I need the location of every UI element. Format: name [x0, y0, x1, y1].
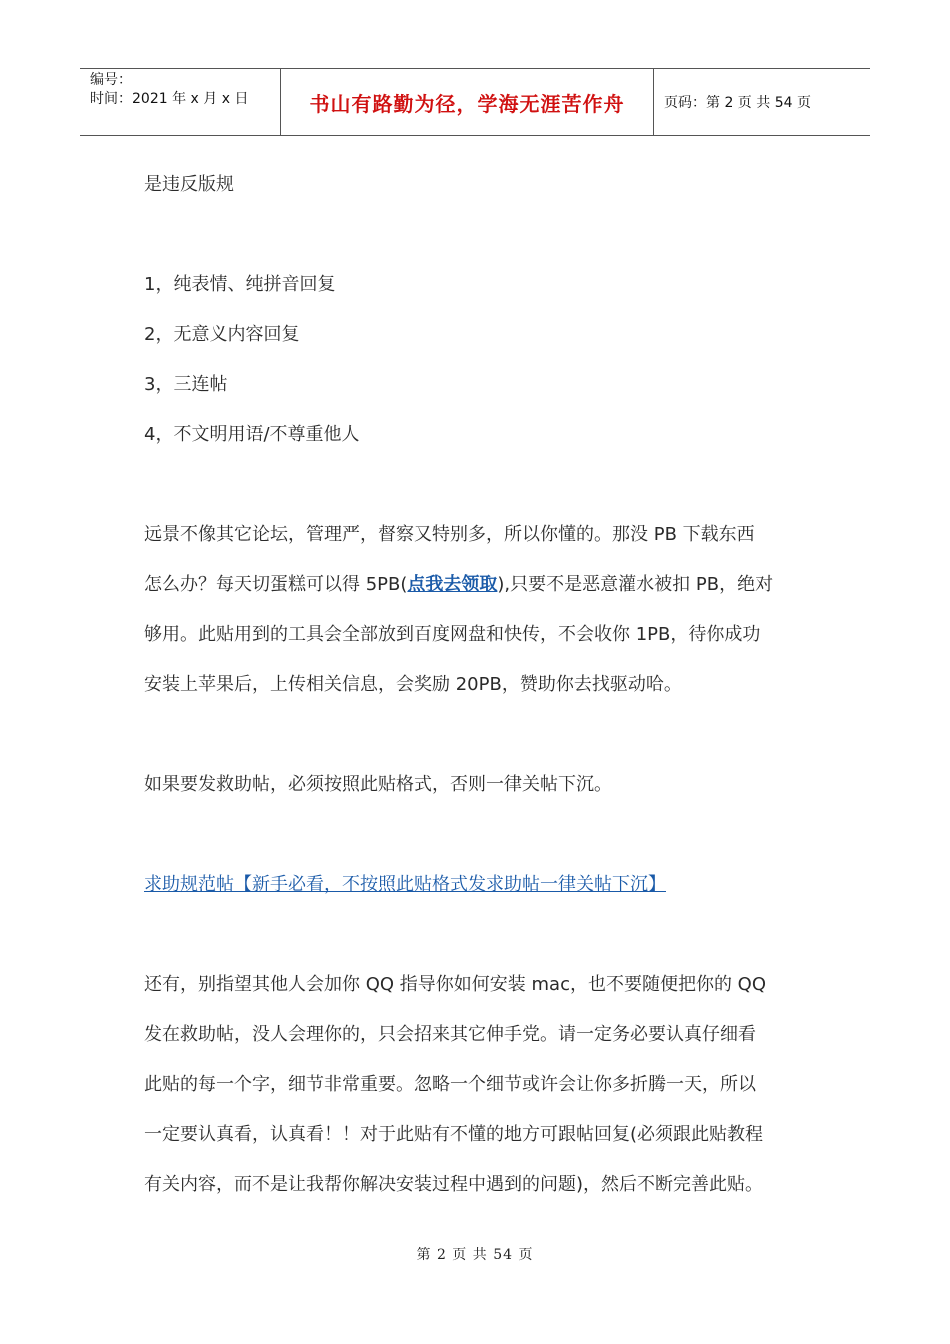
- rule-item-4: 4，不文明用语/不尊重他人: [144, 424, 360, 445]
- rule-item-3: 3，三连帖: [144, 374, 228, 395]
- number-label: 编号：: [90, 72, 132, 88]
- time-label: 时间：2021 年 x 月 x 日: [90, 91, 249, 107]
- paragraph-3-line-5: 有关内容，而不是让我帮你解决安装过程中遇到的问题)，然后不断完善此贴。: [144, 1174, 764, 1195]
- page-footer: 第 2 页 共 54 页: [416, 1247, 534, 1263]
- paragraph-1-line-1: 远景不像其它论坛，管理严，督察又特别多，所以你懂的。那没 PB 下载东西: [144, 524, 755, 545]
- page-header: [80, 68, 870, 136]
- paragraph-link-line: [144, 860, 814, 910]
- text-span: 怎么办？每天切蛋糕可以得 5PB(: [144, 574, 408, 595]
- text-span: ),只要不是恶意灌水被扣 PB，绝对: [497, 574, 774, 595]
- paragraph-1-line-2: [144, 560, 814, 610]
- paragraph-3-line-2: 发在救助帖，没人会理你的，只会招来其它伸手党。请一定务必要认真仔细看: [144, 1024, 756, 1045]
- document-body: [144, 160, 814, 1210]
- paragraph-1-line-3: 够用。此贴用到的工具会全部放到百度网盘和快传，不会收你 1PB，待你成功: [144, 624, 761, 645]
- rule-item-2: 2，无意义内容回复: [144, 324, 300, 345]
- text-line: 是违反版规: [144, 174, 234, 195]
- rule-item-1: 1，纯表情、纯拼音回复: [144, 274, 336, 295]
- paragraph-3-line-3: 此贴的每一个字，细节非常重要。忽略一个细节或许会让你多折腾一天，所以: [144, 1074, 756, 1095]
- paragraph-3-line-4: 一定要认真看，认真看！！对于此贴有不懂的地方可跟帖回复(必须跟此贴教程: [144, 1124, 764, 1145]
- paragraph-2: 如果要发救助帖，必须按照此贴格式，否则一律关帖下沉。: [144, 774, 612, 795]
- claim-pb-link[interactable]: 点我去领取: [407, 574, 498, 595]
- header-page-info-cell: [654, 69, 870, 135]
- paragraph-3-line-1: 还有，别指望其他人会加你 QQ 指导你如何安装 mac，也不要随便把你的 QQ: [144, 974, 767, 995]
- header-motto-cell: [281, 69, 654, 135]
- help-rules-link[interactable]: 求助规范帖【新手必看，不按照此贴格式发求助帖一律关帖下沉】: [144, 874, 666, 895]
- paragraph-1-line-4: 安装上苹果后，上传相关信息，会奖励 20PB，赞助你去找驱动哈。: [144, 674, 682, 695]
- page-info: 页码：第 2 页 共 54 页: [664, 95, 811, 111]
- motto: 书山有路勤为径，学海无涯苦作舟: [309, 91, 625, 116]
- header-meta: [80, 69, 281, 135]
